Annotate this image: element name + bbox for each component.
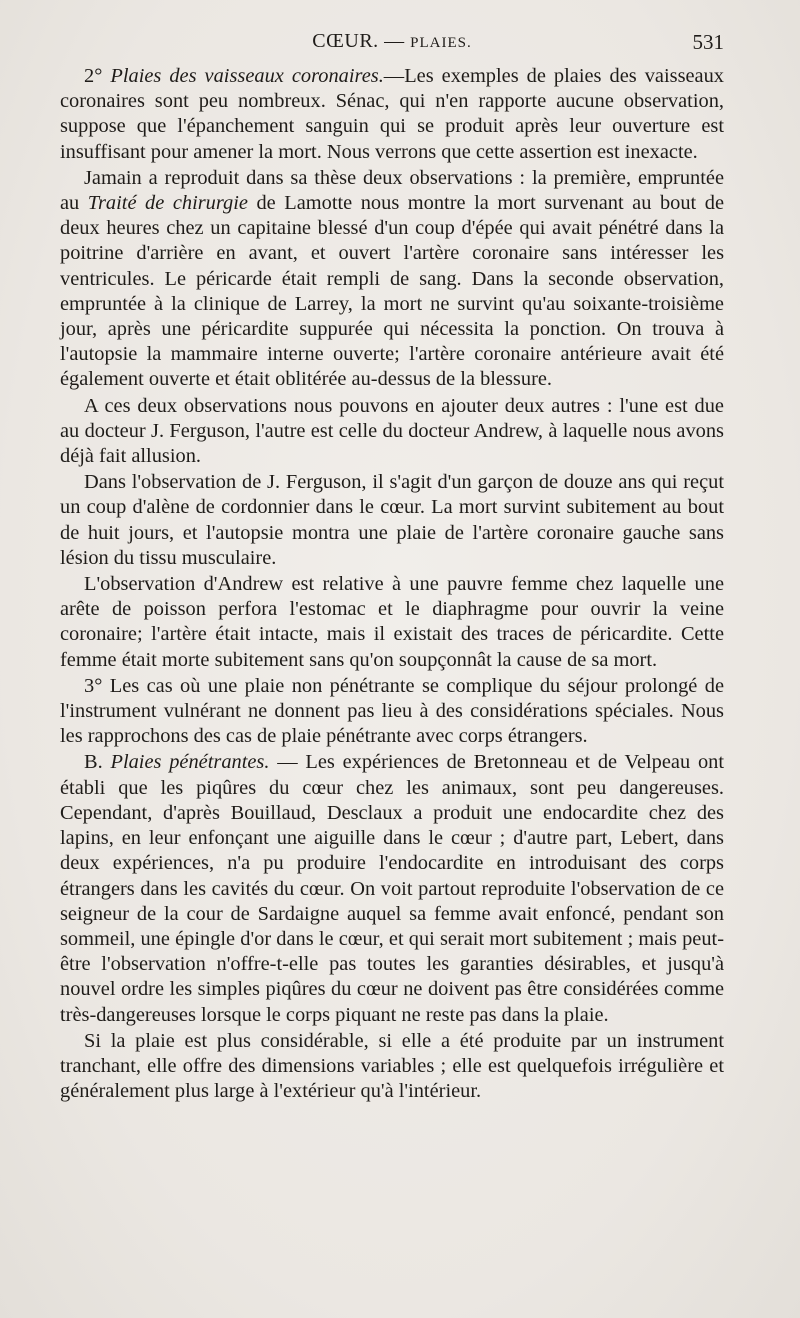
running-head-subtitle: PLAIES.: [410, 35, 472, 51]
book-title: Traité de chirurgie: [87, 192, 248, 215]
paragraph-text: de Lamotte nous montre la mort survenant au bout de deux heures chez un capitaine blessé d'un coup d'épée qui avait pénétré dans la poitrine d'arrière en avant, et ouvert l'artère coronaire sans intéresser les ventricules. Le péricarde était rempli de sang. Dans la seconde observation, empruntée à la clinique de Larrey, la mort ne survint qu'au soixante-troisième jour, après une péricardite suppurée qui nécessita la ponction. On trouva à l'autopsie la mammaire interne ouverte; l'artère coronaire antérieure avait été également ouverte et était oblitérée au-dessus de la blessure.: [60, 192, 724, 391]
section-heading: Plaies des vaisseaux coronaires.: [110, 65, 384, 87]
page-number: 531: [692, 30, 724, 54]
section-heading: Plaies pénétrantes.: [110, 751, 270, 774]
paragraph-ferguson: Dans l'observation de J. Ferguson, il s'agit d'un garçon de douze ans qui reçut un coup d'alène de cordonnier dans le cœur. La mort survint subitement au bout de huit jours, et l'autopsie montra une plaie de l'artère coronaire gauche sans lésion du tissu musculaire.: [60, 471, 724, 569]
paragraph-text: Jamain a reproduit dans sa thèse deux observations : la première, empruntée au: [60, 166, 724, 215]
page-header: [60, 30, 724, 60]
paragraph-two-more: A ces deux observations nous pouvons en ajouter deux autres : l'une est due au docteur J. Ferguson, l'autre est celle du docteur Andrew, à laquelle nous avons déjà fait allusion.: [60, 394, 724, 468]
section-number: 2°: [84, 65, 111, 87]
running-head-separator: —: [378, 30, 411, 52]
paragraph-jamain: [60, 166, 724, 393]
running-head-title: CŒUR.: [312, 30, 379, 52]
running-head: [60, 30, 724, 53]
paragraph-andrew: L'observation d'Andrew est relative à une pauvre femme chez laquelle une arête de poisson perfora l'estomac et le diaphragme pour ouvrir la veine coronaire; l'artère était intacte, mais il existait des traces de péricardite. Cette femme était morte subitement sans qu'on soupçonnât la cause de sa mort.: [60, 573, 724, 671]
paragraph-penetrating-wounds: [60, 750, 724, 1027]
body-text: [60, 64, 724, 1105]
paragraph-non-penetrating: 3° Les cas où une plaie non pénétrante se complique du séjour prolongé de l'instrument vulnérant ne donnent pas lieu à des considérations spéciales. Nous les rapprochons des cas de plaie pénétrante avec corps étrangers.: [60, 674, 724, 748]
paragraph-text: — Les expériences de Bretonneau et de Velpeau ont établi que les piqûres du cœur chez les animaux, sont peu dangereuses. Cependant, d'après Bouillaud, Desclaux a produit une endocardite chez des lapins, en leur enfonçant une aiguille dans le cœur ; d'autre part, Lebert, dans deux expériences, n'a pu produire l'endocardite en introduisant des corps étrangers dans les cavités du cœur. On voit partout reproduite l'observation de ce seigneur de la cour de Sardaigne auquel sa femme avait enfoncé, pendant son sommeil, une épingle d'or dans le cœur, et qui serait mort subitement ; mais peut-être l'observation n'offre-t-elle pas toutes les garanties désirables, et jusqu'à nouvel ordre les simples piqûres du cœur ne doivent pas être considérées comme très-dangereuses lorsque le corps piquant ne reste pas dans la plaie.: [60, 751, 725, 1026]
paragraph-larger-wound: Si la plaie est plus considérable, si elle a été produite par un instrument tranchant, elle offre des dimensions variables ; elle est quelquefois irrégulière et généralement plus large à l'extérieur qu'à l'intérieur.: [60, 1029, 724, 1103]
paragraph-text: —Les exemples de plaies des vaisseaux coronaires sont peu nombreux. Sénac, qui n'en rapporte aucune observation, suppose que l'épanchement sanguin qui se produit après leur ouverture est insuffisant pour amener la mort. Nous verrons que cette assertion est inexacte.: [60, 65, 724, 163]
section-letter: B.: [84, 751, 111, 774]
paragraph-coronary-wounds: [60, 64, 724, 165]
